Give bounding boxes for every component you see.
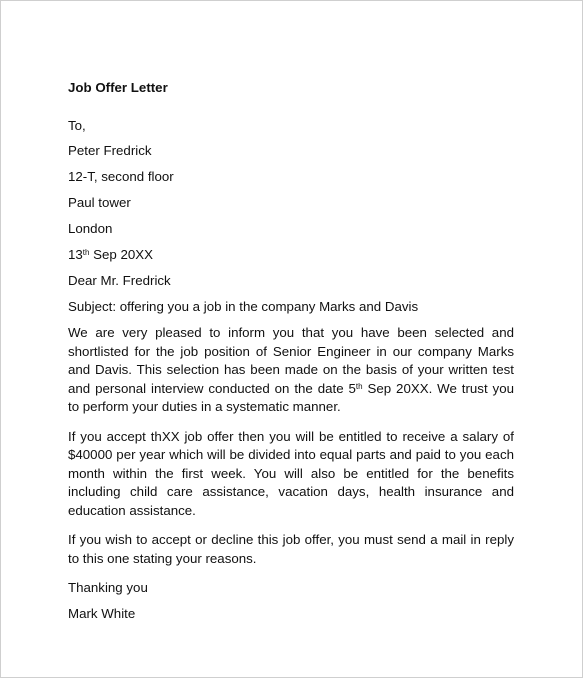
recipient-address-line1: 12-T, second floor	[68, 169, 174, 184]
paragraph1-after: Sep 20XX. We trust you to perform your duties in a systematic manner.	[68, 380, 514, 414]
letter-date	[68, 246, 514, 264]
letter-body	[68, 79, 514, 631]
subject-line: Subject: offering you a job in the company Marks and Davis	[68, 299, 419, 314]
recipient-address-line2: Paul tower	[68, 195, 131, 210]
paragraph-accept: If you wish to accept or decline this job offer, you must send a mail in reply to this one stating your reasons.	[68, 532, 514, 566]
date-suffix: th	[82, 248, 90, 257]
date-rest: Sep 20XX	[89, 247, 154, 262]
paragraph-salary: If you accept thXX job offer then you will be entitled to receive a salary of $40000 per year which will be divided into equal parts and paid to you each month within the first week. You will also be entitled for the benefits including child care assistance, vacation days, health insurance and education assistance.	[68, 428, 514, 518]
date-day: 13	[68, 247, 83, 262]
paragraph-selection	[68, 324, 514, 417]
salutation-to: To,	[68, 118, 86, 133]
letter-title: Job Offer Letter	[68, 80, 168, 95]
recipient-city: London	[68, 221, 113, 236]
signature: Mark White	[68, 606, 136, 621]
recipient-name: Peter Fredrick	[68, 143, 152, 158]
paragraph1-before: We are very pleased to inform you that you have been selected and shortlisted for the job position of Senior Engineer in our company Marks and Davis. This selection has been made on the basis of your written test and personal interview conducted on the date 5	[68, 325, 514, 396]
closing: Thanking you	[68, 580, 148, 595]
paragraph1-suffix: th	[355, 381, 363, 391]
greeting: Dear Mr. Fredrick	[68, 273, 171, 288]
